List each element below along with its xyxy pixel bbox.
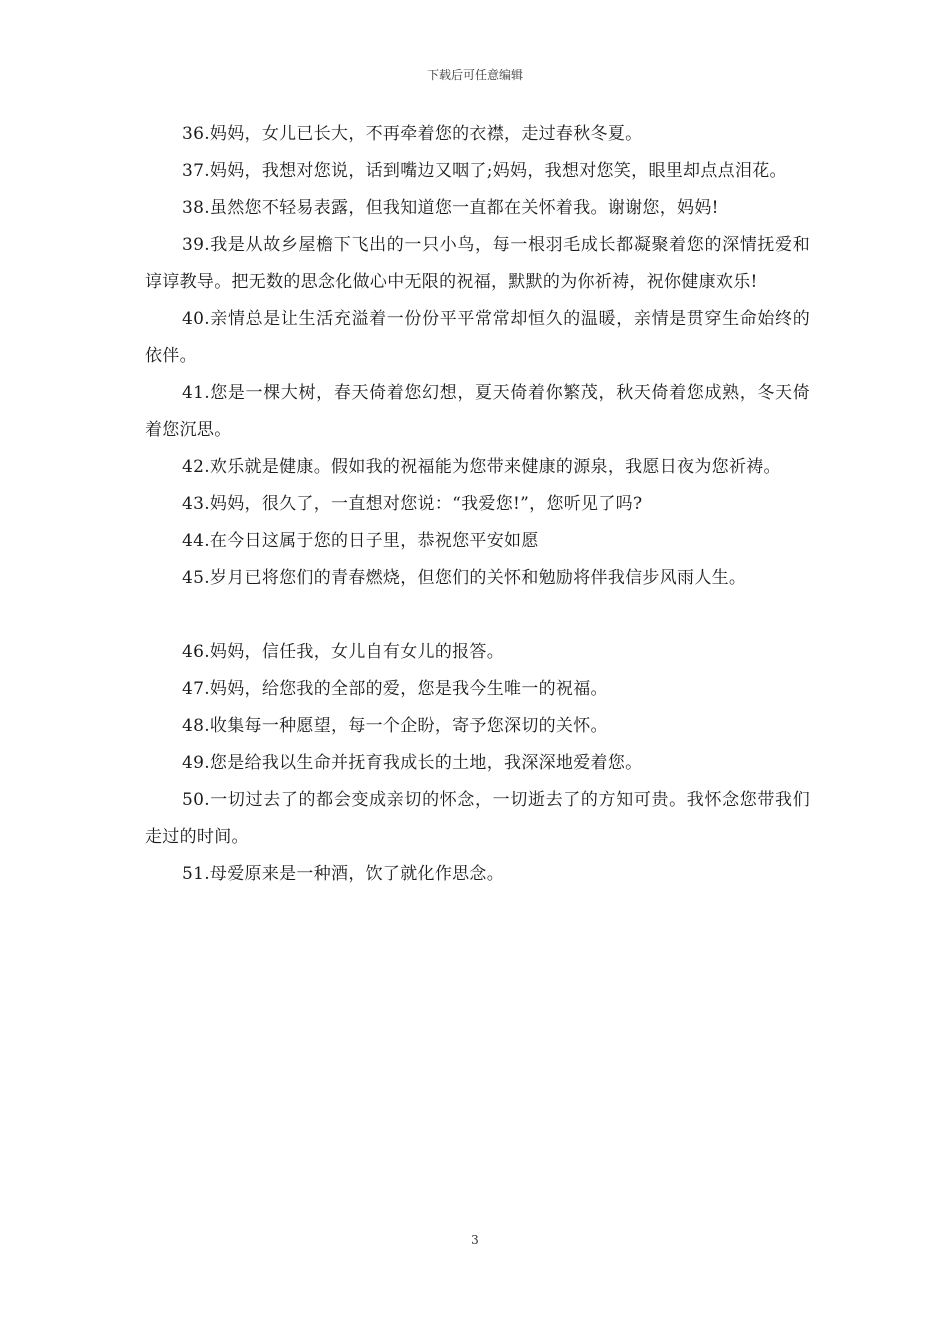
paragraph-48: 48.收集每一种愿望，每一个企盼，寄予您深切的关怀。 [182,716,608,736]
blank-line [145,597,810,634]
document-body [145,116,810,893]
page-number: 3 [471,1233,479,1247]
paragraph-37: 37.妈妈，我想对您说，话到嘴边又咽了;妈妈，我想对您笑，眼里却点点泪花。 [182,161,787,181]
paragraph-40: 40.亲情总是让生活充溢着一份份平平常常却恒久的温暖，亲情是贯穿生命始终的依伴。 [145,309,810,366]
paragraph-38: 38.虽然您不轻易表露，但我知道您一直都在关怀着我。谢谢您，妈妈! [182,198,719,218]
paragraph-42: 42.欢乐就是健康。假如我的祝福能为您带来健康的源泉，我愿日夜为您祈祷。 [182,457,781,477]
paragraph-45: 45.岁月已将您们的青春燃烧，但您们的关怀和勉励将伴我信步风雨人生。 [182,568,747,588]
paragraph-50: 50.一切过去了的都会变成亲切的怀念，一切逝去了的方知可贵。我怀念您带我们走过的时间。 [145,790,810,847]
paragraph-36: 36.妈妈，女儿已长大，不再牵着您的衣襟，走过春秋冬夏。 [182,124,643,144]
paragraph-46: 46.妈妈，信任我，女儿自有女儿的报答。 [182,642,505,662]
paragraph-51: 51.母爱原来是一种酒，饮了就化作思念。 [182,864,505,884]
paragraph-49: 49.您是给我以生命并抚育我成长的土地，我深深地爱着您。 [182,753,643,773]
paragraph-43: 43.妈妈，很久了，一直想对您说：“我爱您!”，您听见了吗? [182,494,643,514]
paragraph-39: 39.我是从故乡屋檐下飞出的一只小鸟，每一根羽毛成长都凝聚着您的深情抚爱和谆谆教导。把无数的思念化做心中无限的祝福，默默的为你祈祷，祝你健康欢乐! [145,235,810,292]
paragraph-44: 44.在今日这属于您的日子里，恭祝您平安如愿 [182,531,539,551]
page-header: 下载后可任意编辑 [426,68,523,82]
paragraph-41: 41.您是一棵大树，春天倚着您幻想，夏天倚着你繁茂，秋天倚着您成熟，冬天倚着您沉思。 [145,383,810,440]
paragraph-47: 47.妈妈，给您我的全部的爱，您是我今生唯一的祝福。 [182,679,608,699]
